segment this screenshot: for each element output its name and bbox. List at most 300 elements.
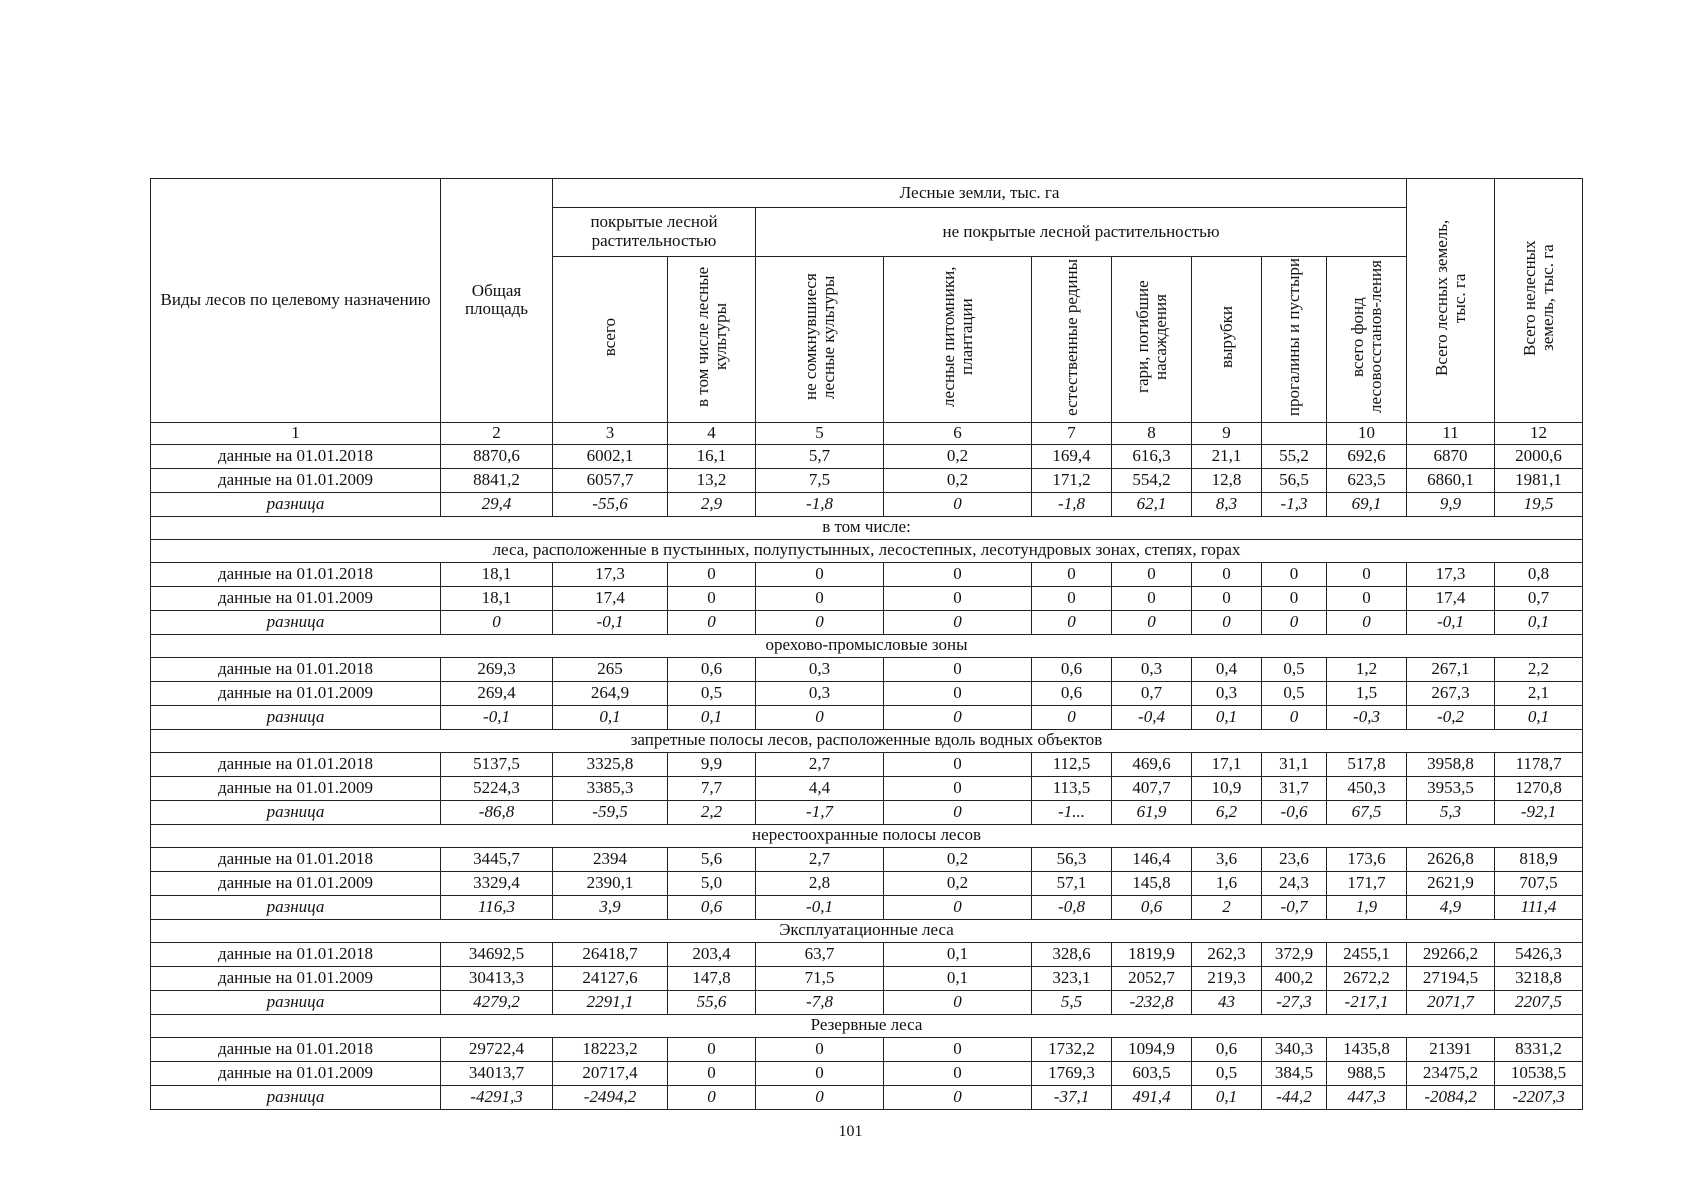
table-cell: 6057,7 [553, 468, 668, 492]
table-cell: 116,3 [441, 895, 553, 919]
table-cell: 4,4 [756, 776, 884, 800]
table-cell: -59,5 [553, 800, 668, 824]
row-label: разница [151, 895, 441, 919]
table-cell: 818,9 [1495, 847, 1583, 871]
table-cell: 0 [1112, 562, 1192, 586]
table-cell: 0 [1192, 562, 1262, 586]
table-row [151, 586, 1583, 610]
table-cell: 29266,2 [1407, 942, 1495, 966]
table-cell: 29722,4 [441, 1037, 553, 1061]
table-cell: 616,3 [1112, 444, 1192, 468]
table-cell: 43 [1192, 990, 1262, 1014]
table-cell: 0 [884, 895, 1032, 919]
table-cell: 2,8 [756, 871, 884, 895]
table-cell: 56,3 [1032, 847, 1112, 871]
table-cell: 8331,2 [1495, 1037, 1583, 1061]
table-cell: 0 [884, 681, 1032, 705]
table-cell: 328,6 [1032, 942, 1112, 966]
row-label: данные на 01.01.2009 [151, 966, 441, 990]
row-label: разница [151, 705, 441, 729]
header-forest-type: Виды лесов по целевому назначению [151, 179, 441, 423]
table-cell: 0 [756, 1085, 884, 1109]
col-number: 11 [1407, 422, 1495, 444]
table-cell: 2 [1192, 895, 1262, 919]
row-label: разница [151, 610, 441, 634]
table-row [151, 847, 1583, 871]
header-c6: лесные питомники, плантации [884, 257, 1032, 423]
table-cell: 5224,3 [441, 776, 553, 800]
table-row [151, 1037, 1583, 1061]
table-cell: 2621,9 [1407, 871, 1495, 895]
table-cell: 71,5 [756, 966, 884, 990]
col-number: 8 [1112, 422, 1192, 444]
table-cell: 6,2 [1192, 800, 1262, 824]
table-row [151, 444, 1583, 468]
table-cell: 0,2 [884, 444, 1032, 468]
table-cell: 0,6 [1032, 681, 1112, 705]
table-cell: 5,7 [756, 444, 884, 468]
section-row [151, 824, 1583, 847]
table-cell: 17,4 [553, 586, 668, 610]
table-cell: 1435,8 [1327, 1037, 1407, 1061]
table-row [151, 966, 1583, 990]
table-cell: 0,2 [884, 871, 1032, 895]
table-cell: 0 [756, 1061, 884, 1085]
section-row [151, 516, 1583, 539]
table-cell: 0 [884, 1085, 1032, 1109]
col-number: 10 [1327, 422, 1407, 444]
row-label: данные на 01.01.2018 [151, 657, 441, 681]
header-c10: всего фонд лесовосстанов-ления [1327, 257, 1407, 423]
table-cell: 7,7 [668, 776, 756, 800]
table-cell: 707,5 [1495, 871, 1583, 895]
difference-row [151, 705, 1583, 729]
table-cell: 0,2 [884, 468, 1032, 492]
table-cell: 5,3 [1407, 800, 1495, 824]
table-cell: 269,4 [441, 681, 553, 705]
table-cell: 0,5 [1192, 1061, 1262, 1085]
col-number: 4 [668, 422, 756, 444]
table-cell: 2207,5 [1495, 990, 1583, 1014]
table-cell: -55,6 [553, 492, 668, 516]
table-cell: 400,2 [1262, 966, 1327, 990]
header-c9b: прогалины и пустыри [1262, 257, 1327, 423]
table-cell: 0 [1327, 586, 1407, 610]
header-c9: вырубки [1192, 257, 1262, 423]
row-label: разница [151, 1085, 441, 1109]
table-cell: 0,3 [756, 657, 884, 681]
table-cell: 0 [884, 705, 1032, 729]
table-cell: -217,1 [1327, 990, 1407, 1014]
table-cell: 17,1 [1192, 752, 1262, 776]
col-number: 5 [756, 422, 884, 444]
table-cell: 0,3 [756, 681, 884, 705]
table-cell: 0 [1327, 562, 1407, 586]
table-cell: 0 [1262, 562, 1327, 586]
section-title: в том числе: [151, 516, 1583, 539]
table-cell: 13,2 [668, 468, 756, 492]
col-number: 1 [151, 422, 441, 444]
table-cell: -0,1 [1407, 610, 1495, 634]
row-label: данные на 01.01.2018 [151, 562, 441, 586]
table-cell: 55,6 [668, 990, 756, 1014]
table-cell: 7,5 [756, 468, 884, 492]
table-cell: 262,3 [1192, 942, 1262, 966]
difference-row [151, 895, 1583, 919]
table-cell: 2000,6 [1495, 444, 1583, 468]
table-cell: 0,5 [1262, 657, 1327, 681]
table-cell: 146,4 [1112, 847, 1192, 871]
section-title: нерестоохранные полосы лесов [151, 824, 1583, 847]
table-cell: 1,9 [1327, 895, 1407, 919]
difference-row [151, 800, 1583, 824]
forest-land-table [150, 178, 1583, 1110]
table-cell: 27194,5 [1407, 966, 1495, 990]
table-cell: -2207,3 [1495, 1085, 1583, 1109]
row-label: разница [151, 492, 441, 516]
table-cell: 0 [884, 586, 1032, 610]
table-cell: 0 [1032, 705, 1112, 729]
table-cell: 2291,1 [553, 990, 668, 1014]
table-cell: 171,2 [1032, 468, 1112, 492]
table-cell: 692,6 [1327, 444, 1407, 468]
table-cell: 0 [1262, 705, 1327, 729]
table-cell: 8870,6 [441, 444, 553, 468]
table-cell: 2071,7 [1407, 990, 1495, 1014]
table-cell: -1... [1032, 800, 1112, 824]
header-total-forest-lands: Всего лесных земель, тыс. га [1407, 179, 1495, 423]
table-cell: 6002,1 [553, 444, 668, 468]
table-cell: 63,7 [756, 942, 884, 966]
header-total-area: Общая площадь [441, 179, 553, 423]
table-cell: 2052,7 [1112, 966, 1192, 990]
table-cell: 18223,2 [553, 1037, 668, 1061]
table-cell: 0,7 [1495, 586, 1583, 610]
table-cell: 219,3 [1192, 966, 1262, 990]
table-cell: -92,1 [1495, 800, 1583, 824]
table-cell: 24127,6 [553, 966, 668, 990]
table-cell: 29,4 [441, 492, 553, 516]
table-cell: 0 [1262, 586, 1327, 610]
row-label: разница [151, 990, 441, 1014]
header-covered: покрытые лесной растительностью [553, 208, 756, 257]
table-cell: 0,6 [668, 895, 756, 919]
table-cell: 8841,2 [441, 468, 553, 492]
table-cell: 1981,1 [1495, 468, 1583, 492]
table-cell: 0 [441, 610, 553, 634]
table-cell: 112,5 [1032, 752, 1112, 776]
table-cell: 2672,2 [1327, 966, 1407, 990]
table-cell: 69,1 [1327, 492, 1407, 516]
table-cell: -0,1 [441, 705, 553, 729]
row-label: данные на 01.01.2009 [151, 586, 441, 610]
table-cell: 517,8 [1327, 752, 1407, 776]
col-number: 2 [441, 422, 553, 444]
table-cell: 4279,2 [441, 990, 553, 1014]
table-cell: 623,5 [1327, 468, 1407, 492]
table-cell: 2,9 [668, 492, 756, 516]
table-cell: 0,1 [1495, 610, 1583, 634]
table-cell: 0 [1032, 610, 1112, 634]
section-title: леса, расположенные в пустынных, полупустынных, лесостепных, лесотундровых зонах, степях, горах [151, 539, 1583, 562]
table-cell: 0,5 [668, 681, 756, 705]
table-cell: -0,4 [1112, 705, 1192, 729]
table-cell: 0 [884, 657, 1032, 681]
difference-row [151, 1085, 1583, 1109]
section-title: Резервные леса [151, 1014, 1583, 1037]
table-cell: 147,8 [668, 966, 756, 990]
table-cell: 5137,5 [441, 752, 553, 776]
section-title: орехово-промысловые зоны [151, 634, 1583, 657]
table-cell: 9,9 [1407, 492, 1495, 516]
table-cell: 3,6 [1192, 847, 1262, 871]
table-cell: 1178,7 [1495, 752, 1583, 776]
table-cell: 269,3 [441, 657, 553, 681]
table-cell: 0 [756, 1037, 884, 1061]
row-label: данные на 01.01.2009 [151, 871, 441, 895]
table-cell: -0,1 [553, 610, 668, 634]
table-cell: 31,1 [1262, 752, 1327, 776]
table-cell: 0,1 [668, 705, 756, 729]
table-cell: 1094,9 [1112, 1037, 1192, 1061]
table-cell: 2390,1 [553, 871, 668, 895]
table-cell: -1,8 [756, 492, 884, 516]
table-cell: 0 [1192, 610, 1262, 634]
table-cell: 24,3 [1262, 871, 1327, 895]
table-cell: -0,8 [1032, 895, 1112, 919]
table-cell: 372,9 [1262, 942, 1327, 966]
table-cell: -0,2 [1407, 705, 1495, 729]
section-row [151, 539, 1583, 562]
table-cell: 1270,8 [1495, 776, 1583, 800]
table-cell: 340,3 [1262, 1037, 1327, 1061]
table-cell: 1,5 [1327, 681, 1407, 705]
table-cell: 264,9 [553, 681, 668, 705]
table-cell: -27,3 [1262, 990, 1327, 1014]
table-body [151, 444, 1583, 1109]
table-cell: 267,1 [1407, 657, 1495, 681]
table-cell: 988,5 [1327, 1061, 1407, 1085]
table-cell: 267,3 [1407, 681, 1495, 705]
table-cell: 0,3 [1112, 657, 1192, 681]
table-cell: 0 [1112, 610, 1192, 634]
table-cell: 34692,5 [441, 942, 553, 966]
table-cell: 3218,8 [1495, 966, 1583, 990]
table-cell: 0,2 [884, 847, 1032, 871]
table-cell: 30413,3 [441, 966, 553, 990]
table-cell: 23,6 [1262, 847, 1327, 871]
table-cell: 0,1 [1495, 705, 1583, 729]
table-cell: 21391 [1407, 1037, 1495, 1061]
table-cell: 0 [1327, 610, 1407, 634]
table-cell: 8,3 [1192, 492, 1262, 516]
table-cell: 1732,2 [1032, 1037, 1112, 1061]
table-cell: 20717,4 [553, 1061, 668, 1085]
table-cell: 0,5 [1262, 681, 1327, 705]
table-cell: 0 [884, 610, 1032, 634]
table-cell: 17,4 [1407, 586, 1495, 610]
table-cell: 3953,5 [1407, 776, 1495, 800]
row-label: данные на 01.01.2018 [151, 942, 441, 966]
row-label: данные на 01.01.2009 [151, 1061, 441, 1085]
table-cell: 1,2 [1327, 657, 1407, 681]
table-cell: 0 [668, 586, 756, 610]
table-cell: 3958,8 [1407, 752, 1495, 776]
col-number: 6 [884, 422, 1032, 444]
table-cell: 0 [884, 990, 1032, 1014]
table-cell: 62,1 [1112, 492, 1192, 516]
table-row [151, 681, 1583, 705]
table-cell: 57,1 [1032, 871, 1112, 895]
table-cell: 450,3 [1327, 776, 1407, 800]
table-cell: 23475,2 [1407, 1061, 1495, 1085]
table-row [151, 871, 1583, 895]
section-title: запретные полосы лесов, расположенные вдоль водных объектов [151, 729, 1583, 752]
table-cell: 31,7 [1262, 776, 1327, 800]
table-cell: 19,5 [1495, 492, 1583, 516]
table-cell: 0,6 [1112, 895, 1192, 919]
col-number: 7 [1032, 422, 1112, 444]
page-number: 101 [838, 1123, 863, 1140]
table-cell: 145,8 [1112, 871, 1192, 895]
col-number: 3 [553, 422, 668, 444]
section-title: Эксплуатационные леса [151, 919, 1583, 942]
row-label: разница [151, 800, 441, 824]
table-cell: 0 [756, 562, 884, 586]
table-cell: -0,6 [1262, 800, 1327, 824]
row-label: данные на 01.01.2009 [151, 776, 441, 800]
section-row [151, 919, 1583, 942]
table-cell: 0 [668, 1085, 756, 1109]
table-cell: 0 [1192, 586, 1262, 610]
table-cell: 67,5 [1327, 800, 1407, 824]
table-cell: 5426,3 [1495, 942, 1583, 966]
table-cell: 61,9 [1112, 800, 1192, 824]
table-cell: 323,1 [1032, 966, 1112, 990]
table-cell: 0 [884, 562, 1032, 586]
section-row [151, 634, 1583, 657]
table-cell: 0 [1032, 586, 1112, 610]
table-cell: 0,4 [1192, 657, 1262, 681]
table-cell: 0,1 [884, 966, 1032, 990]
table-cell: 0 [884, 492, 1032, 516]
table-cell: 2394 [553, 847, 668, 871]
table-row [151, 942, 1583, 966]
difference-row [151, 990, 1583, 1014]
table-cell: 5,0 [668, 871, 756, 895]
header-c3: всего [553, 257, 668, 423]
header-c5: не сомкнувшиеся лесные культуры [756, 257, 884, 423]
table-cell: 6870 [1407, 444, 1495, 468]
table-cell: 0 [884, 1061, 1032, 1085]
table-cell: 2,7 [756, 847, 884, 871]
table-cell: 21,1 [1192, 444, 1262, 468]
section-row [151, 1014, 1583, 1037]
row-label: данные на 01.01.2018 [151, 847, 441, 871]
table-cell: 491,4 [1112, 1085, 1192, 1109]
col-number: 12 [1495, 422, 1583, 444]
table-cell: 6860,1 [1407, 468, 1495, 492]
table-cell: -1,7 [756, 800, 884, 824]
table-cell: 17,3 [553, 562, 668, 586]
table-cell: 12,8 [1192, 468, 1262, 492]
header-c7: естественные редины [1032, 257, 1112, 423]
table-cell: 10,9 [1192, 776, 1262, 800]
table-cell: 0 [884, 776, 1032, 800]
table-cell: 26418,7 [553, 942, 668, 966]
table-cell: 4,9 [1407, 895, 1495, 919]
table-cell: -4291,3 [441, 1085, 553, 1109]
table-cell: 0,1 [553, 705, 668, 729]
table-cell: 2,2 [1495, 657, 1583, 681]
table-cell: 2626,8 [1407, 847, 1495, 871]
table-cell: 16,1 [668, 444, 756, 468]
table-cell: 0 [756, 586, 884, 610]
table-cell: 0,8 [1495, 562, 1583, 586]
table-cell: 0,6 [1032, 657, 1112, 681]
row-label: данные на 01.01.2009 [151, 468, 441, 492]
table-cell: 0 [756, 610, 884, 634]
table-cell: -0,1 [756, 895, 884, 919]
table-cell: 554,2 [1112, 468, 1192, 492]
col-number [1262, 422, 1327, 444]
table-cell: 56,5 [1262, 468, 1327, 492]
table-cell: 603,5 [1112, 1061, 1192, 1085]
table-cell: 3329,4 [441, 871, 553, 895]
table-cell: 265 [553, 657, 668, 681]
row-label: данные на 01.01.2009 [151, 681, 441, 705]
table-cell: 0,6 [1192, 1037, 1262, 1061]
table-cell: 0 [1032, 562, 1112, 586]
table-cell: 0,1 [884, 942, 1032, 966]
col-number: 9 [1192, 422, 1262, 444]
section-row [151, 729, 1583, 752]
table-cell: 1,6 [1192, 871, 1262, 895]
table-cell: -2494,2 [553, 1085, 668, 1109]
row-label: данные на 01.01.2018 [151, 1037, 441, 1061]
table-cell: -7,8 [756, 990, 884, 1014]
table-cell: 171,7 [1327, 871, 1407, 895]
table-cell: 111,4 [1495, 895, 1583, 919]
table-cell: -0,3 [1327, 705, 1407, 729]
header-c8: гари, погибшие насаждения [1112, 257, 1192, 423]
table-cell: 407,7 [1112, 776, 1192, 800]
table-cell: 1769,3 [1032, 1061, 1112, 1085]
table-row [151, 776, 1583, 800]
table-cell: 203,4 [668, 942, 756, 966]
table-cell: 3385,3 [553, 776, 668, 800]
table-cell: 9,9 [668, 752, 756, 776]
table-cell: 5,5 [1032, 990, 1112, 1014]
table-cell: -0,7 [1262, 895, 1327, 919]
table-cell: -1,3 [1262, 492, 1327, 516]
table-cell: 0,3 [1192, 681, 1262, 705]
row-label: данные на 01.01.2018 [151, 444, 441, 468]
table-cell: 1819,9 [1112, 942, 1192, 966]
table-cell: 0 [1262, 610, 1327, 634]
table-cell: 0 [668, 1061, 756, 1085]
table-cell: 447,3 [1327, 1085, 1407, 1109]
table-cell: 0 [668, 1037, 756, 1061]
header-forest-lands: Лесные земли, тыс. га [553, 179, 1407, 208]
table-cell: -232,8 [1112, 990, 1192, 1014]
table-cell: 173,6 [1327, 847, 1407, 871]
table-row [151, 752, 1583, 776]
row-label: данные на 01.01.2018 [151, 752, 441, 776]
table-cell: 18,1 [441, 562, 553, 586]
difference-row [151, 610, 1583, 634]
table-cell: 55,2 [1262, 444, 1327, 468]
